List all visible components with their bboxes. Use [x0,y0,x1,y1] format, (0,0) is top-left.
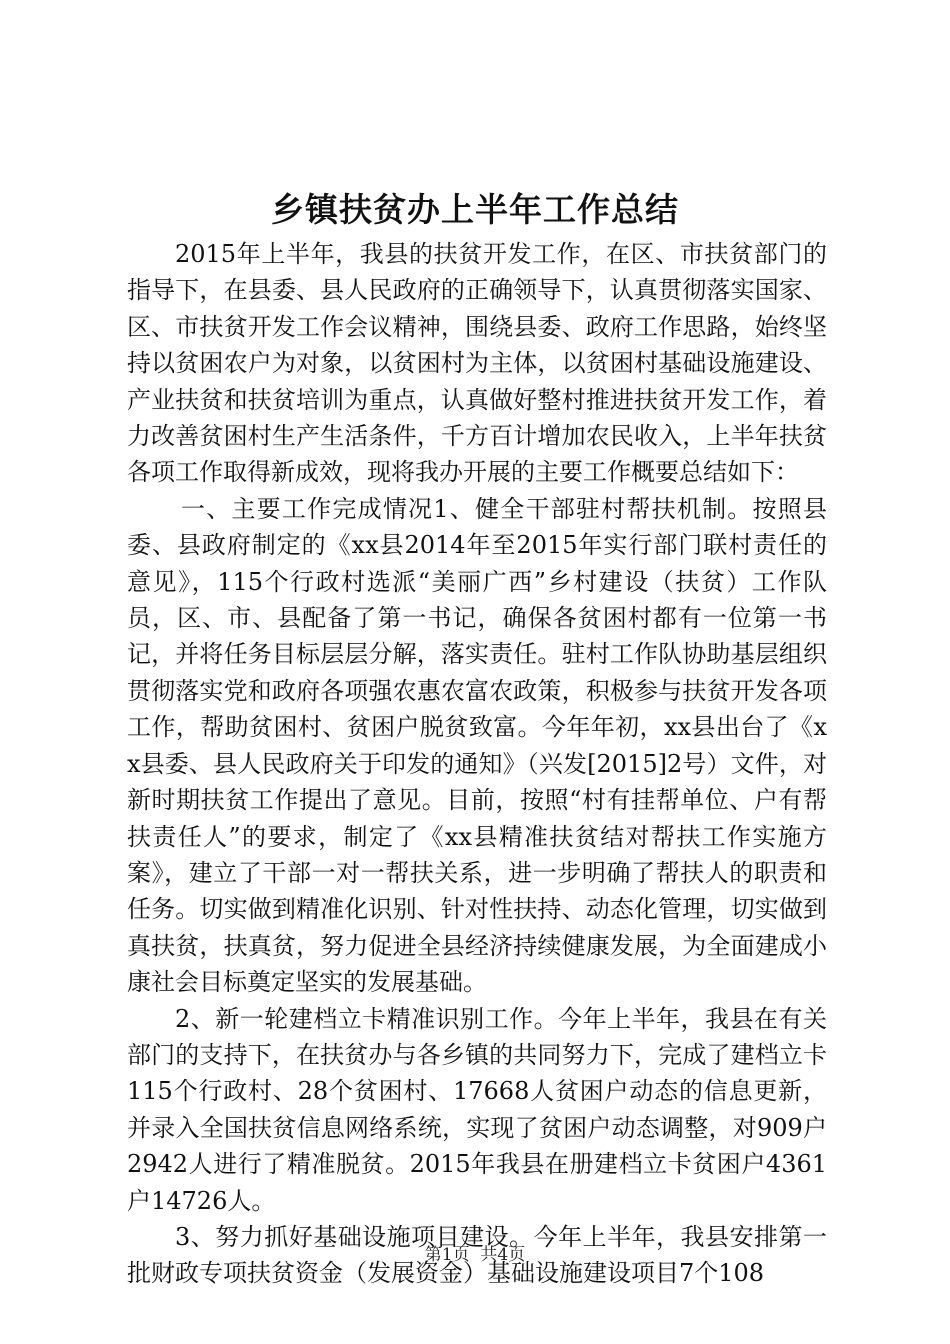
document-body [127,236,827,1292]
page-number: 第1页 [424,1245,470,1265]
paragraph-section-3: 3、努力抓好基础设施项目建设。今年上半年，我县安排第一批财政专项扶贫资金（发展资金）基础设施建设项目7个108 [127,1222,827,1288]
page-total: 共4页 [480,1245,526,1265]
paragraph-intro: 2015年上半年，我县的扶贫开发工作，在区、市扶贫部门的指导下，在县委、县人民政府的正确领导下，认真贯彻落实国家、区、市扶贫开发工作会议精神，围绕县委、政府工作思路，始终坚持以贫困农户为对象，以贫困村为主体，以贫困村基础设施建设、产业扶贫和扶贫培训为重点，认真做好整村推进扶贫开发工作，着力改善贫困村生产生活条件，千方百计增加农民收入，上半年扶贫各项工作取得新成效，现将我办开展的主要工作概要总结如下： [127,240,827,487]
document-title: 乡镇扶贫办上半年工作总结 [271,190,679,229]
paragraph-section-2: 2、新一轮建档立卡精准识别工作。今年上半年，我县在有关部门的支持下，在扶贫办与各乡镇的共同努力下，完成了建档立卡115个行政村、28个贫困村、17668人贫困户动态的信息更新，并录入全国扶贫信息网络系统，实现了贫困户动态调整，对909户2942人进行了精准脱贫。2015年我县在册建档立卡贫困户4361户14726人。 [127,1004,827,1215]
paragraph-section-1: 一、主要工作完成情况1、健全干部驻村帮扶机制。按照县委、县政府制定的《xx县2014年至2015年实行部门联村责任的意见》，115个行政村选派“美丽广西”乡村建设（扶贫）工作队员，区、市、县配备了第一书记，确保各贫困村都有一位第一书记，并将任务目标层层分解，落实责任。驻村工作队协助基层组织贯彻落实党和政府各项强农惠农富农政策，积极参与扶贫开发各项工作，帮助贫困村、贫困户脱贫致富。今年年初，xx县出台了《xx县委、县人民政府关于印发的通知》（兴发[2015]2号）文件，对新时期扶贫工作提出了意见。目前，按照“村有挂帮单位、户有帮扶责任人”的要求，制定了《xx县精准扶贫结对帮扶工作实施方案》，建立了干部一对一帮扶关系，进一步明确了帮扶人的职责和任务。切实做到精准化识别、针对性扶持、动态化管理，切实做到真扶贫，扶真贫，努力促进全县经济持续健康发展，为全面建成小康社会目标奠定坚实的发展基础。 [127,494,827,997]
footer-separator [470,1245,481,1265]
page-footer [0,1244,950,1266]
